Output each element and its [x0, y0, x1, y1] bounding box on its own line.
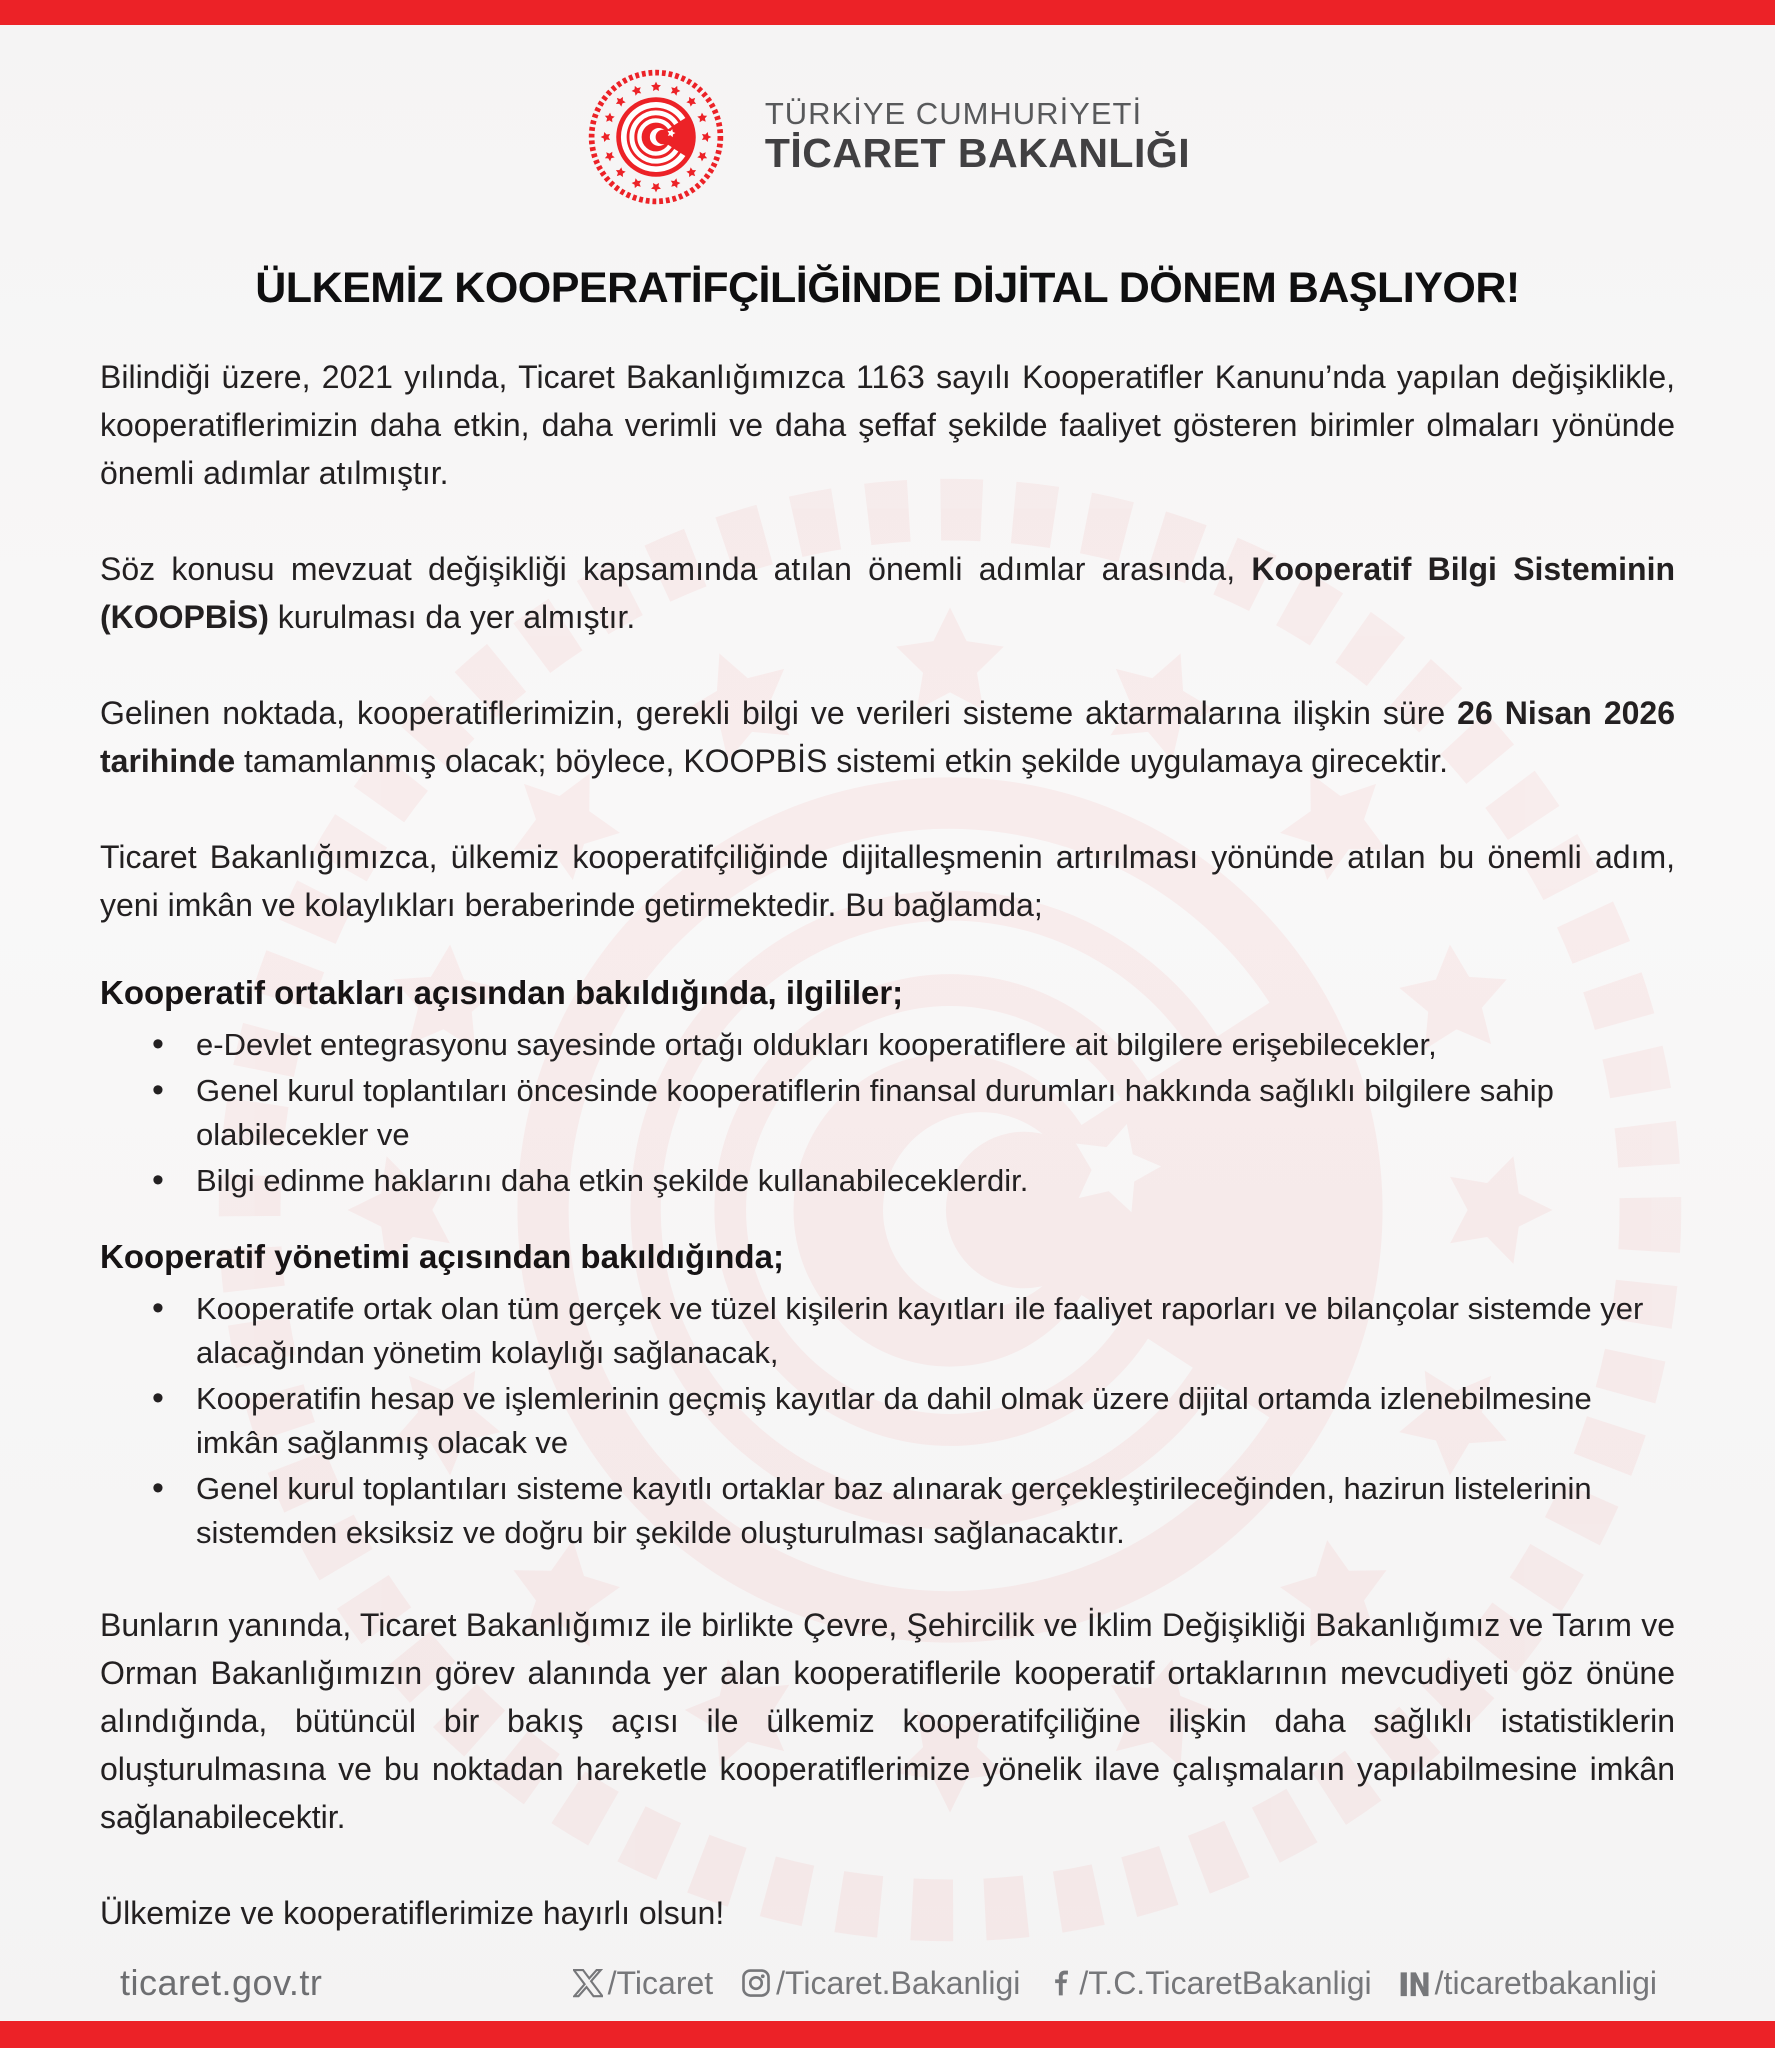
ministry-name-line2: TİCARET BAKANLIĞI — [764, 130, 1191, 177]
paragraph-3-text-end: tamamlanmış olacak; böylece, KOOPBİS sistemi etkin şekilde uygulamaya girecektir. — [235, 743, 1449, 779]
paragraph-4: Ticaret Bakanlığımızca, ülkemiz kooperatifçiliğinde dijitalleşmenin artırılması yönünde atılan bu önemli adım, yeni imkân ve kolaylıkları beraberinde getirmektedir. Bu bağlamda; — [100, 839, 1675, 923]
ministry-logo-icon — [585, 66, 727, 208]
paragraph-1: Bilindiği üzere, 2021 yılında, Ticaret Bakanlığımızca 1163 sayılı Kooperatifler Kanunu’nda yapılan değişiklikle, kooperatiflerimizin daha etkin, daha verimli ve daha şeffaf şekilde faaliyet gösteren birimler olmaları yönünde önemli adımlar atılmıştır. — [100, 359, 1675, 491]
website-url: ticaret.gov.tr — [120, 1962, 323, 2003]
list-item: • Kooperatife ortak olan tüm gerçek ve tüzel kişilerin kayıtları ile faaliyet raporları ve bilançolar sistemde yer alacağından yönetim kolaylığı sağlanacak, — [196, 1287, 1675, 1375]
x-icon — [573, 1968, 603, 1998]
management-benefit-list — [100, 1287, 1675, 1555]
signoff-line: Ülkemize ve kooperatiflerimize hayırlı olsun! — [100, 1895, 725, 1931]
section-heading-management: Kooperatif yönetimi açısından bakıldığında; — [100, 1238, 784, 1275]
list-item: • Genel kurul toplantıları öncesinde kooperatiflerin finansal durumları hakkında sağlıklı bilgilere sahip olabilecekler ve — [196, 1069, 1675, 1157]
ministry-name-line1: TÜRKİYE CUMHURİYETİ — [764, 95, 1143, 131]
paragraph-2-text: Söz konusu mevzuat değişikliği kapsamında atılan önemli adımlar arasında, — [100, 551, 1252, 587]
social-handle: /ticaretbakanligi — [1434, 1964, 1657, 2001]
section-heading-members: Kooperatif ortakları açısından bakıldığında, ilgililer; — [100, 974, 904, 1011]
nsosyal-icon — [1400, 1968, 1430, 1998]
social-x — [573, 1965, 714, 2002]
social-links — [573, 1965, 1657, 2002]
list-item: • Bilgi edinme haklarını daha etkin şekilde kullanabileceklerdir. — [196, 1159, 1675, 1203]
footer — [0, 1962, 1775, 2004]
closing-paragraph: Bunların yanında, Ticaret Bakanlığımız ile birlikte Çevre, Şehircilik ve İklim Değişikliği Bakanlığımız ve Tarım ve Orman Bakanlığımızın görev alanında yer alan kooperatiflerile kooperatif ortaklarının mevcudiyeti göz önüne alındığında, bütüncül bir bakış açısı ile ülkemiz kooperatifçiliğine ilişkin daha sağlıklı istatistiklerin oluşturulmasına ve bu noktadan hareketle kooperatiflerimize yönelik ilave çalışmaların yapılabilmesine imkân sağlanabilecektir. — [100, 1607, 1675, 1835]
social-handle: /T.C.TicaretBakanligi — [1079, 1964, 1372, 2001]
social-instagram — [741, 1965, 1020, 2002]
ministry-name — [765, 97, 1190, 178]
paragraph-3 — [100, 689, 1675, 785]
list-item: • e-Devlet entegrasyonu sayesinde ortağı oldukları kooperatiflere ait bilgilere erişebilecekler, — [196, 1023, 1675, 1067]
social-handle: /Ticaret — [607, 1964, 714, 2001]
bottom-red-bar — [0, 2021, 1775, 2048]
instagram-icon — [741, 1968, 771, 1998]
paragraph-2 — [100, 545, 1675, 641]
paragraph-2-text-end: kurulması da yer almıştır. — [268, 599, 636, 635]
list-item: • Kooperatifin hesap ve işlemlerinin geçmiş kayıtlar da dahil olmak üzere dijital ortamda izlenebilmesine imkân sağlanmış olacak ve — [196, 1377, 1675, 1465]
list-item: • Genel kurul toplantıları sisteme kayıtlı ortaklar baz alınarak gerçekleştirileceğinden, hazirun listelerinin sistemden eksiksiz ve doğru bir şekilde oluşturulması sağlanacaktır. — [196, 1467, 1675, 1555]
social-nsosyal — [1400, 1965, 1657, 2002]
members-benefit-list — [100, 1023, 1675, 1203]
ministry-header — [0, 0, 1775, 208]
paragraph-3-bold-date: 26 Nisan 2026 tarihinde — [100, 695, 1676, 779]
social-handle: /Ticaret.Bakanligi — [776, 1964, 1021, 2001]
page-title: ÜLKEMİZ KOOPERATİFÇİLİĞİNDE DİJİTAL DÖNEM BAŞLIYOR! — [255, 264, 1520, 312]
paragraph-2-bold-koopbis: Kooperatif Bilgi Sisteminin (KOOPBİS) — [100, 551, 1676, 635]
paragraph-3-text: Gelinen noktada, kooperatiflerimizin, gerekli bilgi ve verileri sisteme aktarmalarına ilişkin süre — [100, 695, 1458, 731]
social-facebook — [1048, 1965, 1371, 2002]
announcement-body — [0, 353, 1775, 1937]
facebook-icon — [1048, 1968, 1074, 1998]
top-red-bar — [0, 0, 1775, 25]
